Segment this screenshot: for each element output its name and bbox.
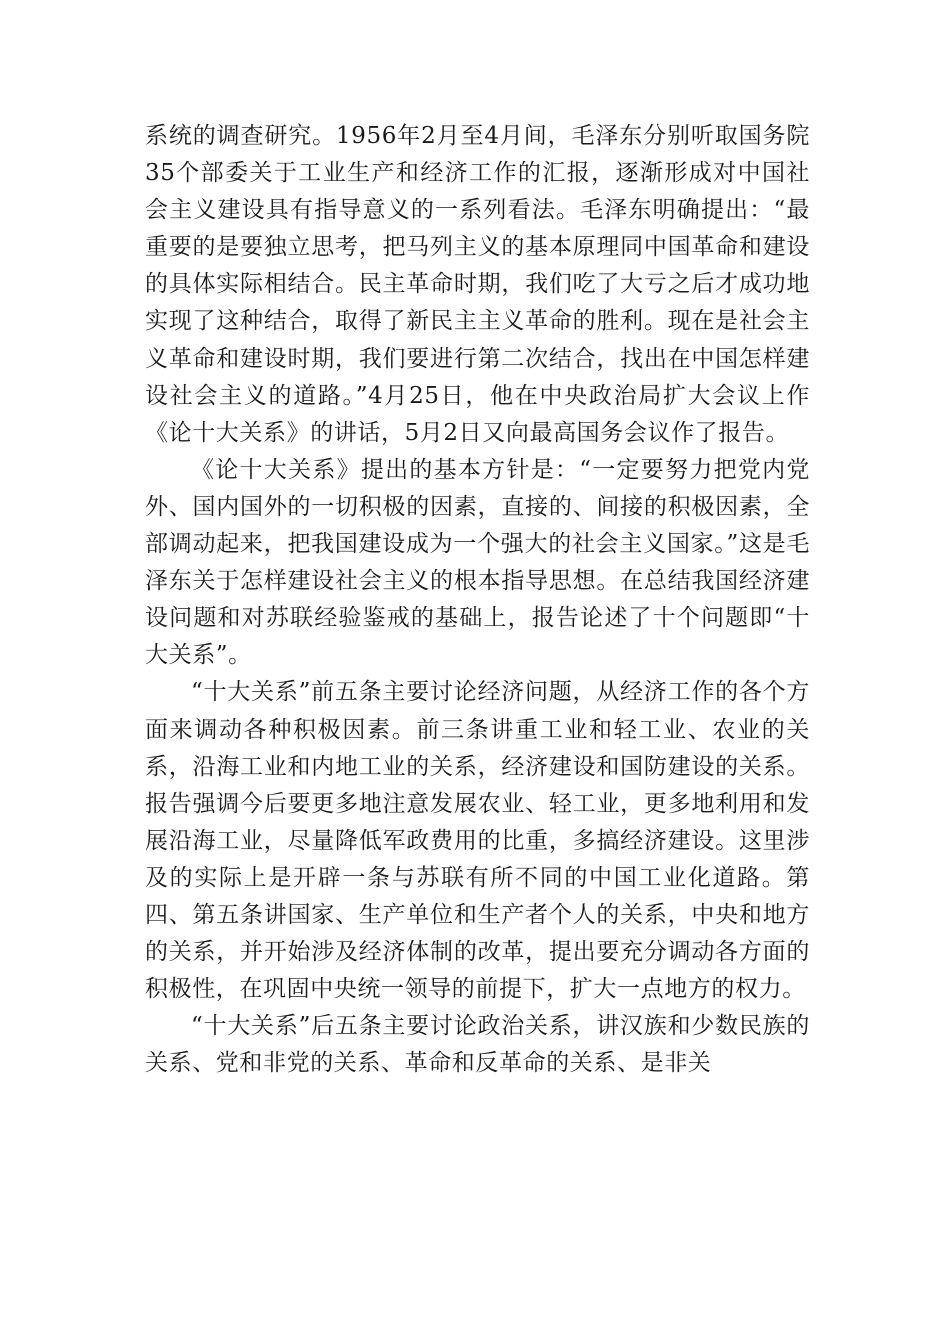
paragraph-2: 《论十大关系》提出的基本方针是：“一定要努力把党内党外、国内国外的一切积极的因素，直接的、间接的积极因素，全部调动起来，把我国建设成为一个强大的社会主义国家。”这是毛泽东关于怎样建设社会主义的根本指导思想。在总结我国经济建设问题和对苏联经验鉴戒的基础上，报告论述了十个问题即“十大关系”。 xyxy=(145,456,810,669)
document-page xyxy=(145,118,810,1082)
paragraph-4: “十大关系”后五条主要讨论政治关系，讲汉族和少数民族的关系、党和非党的关系、革命和反革命的关系、是非关 xyxy=(145,1013,810,1077)
paragraph-1: 系统的调查研究。1956年2月至4月间，毛泽东分别听取国务院35个部委关于工业生产和经济工作的汇报，逐渐形成对中国社会主义建设具有指导意义的一系列看法。毛泽东明确提出：“最重要的是要独立思考，把马列主义的基本原理同中国革命和建设的具体实际相结合。民主革命时期，我们吃了大亏之后才成功地实现了这种结合，取得了新民主主义革命的胜利。现在是社会主义革命和建设时期，我们要进行第二次结合，找出在中国怎样建设社会主义的道路。”4月25日，他在中央政治局扩大会议上作《论十大关系》的讲话，5月2日又向最高国务会议作了报告。 xyxy=(145,123,810,446)
paragraph-3: “十大关系”前五条主要讨论经济问题，从经济工作的各个方面来调动各种积极因素。前三条讲重工业和轻工业、农业的关系，沿海工业和内地工业的关系，经济建设和国防建设的关系。报告强调今后要更多地注意发展农业、轻工业，更多地利用和发展沿海工业，尽量降低军政费用的比重，多搞经济建设。这里涉及的实际上是开辟一条与苏联有所不同的中国工业化道路。第四、第五条讲国家、生产单位和生产者个人的关系，中央和地方的关系，并开始涉及经济体制的改革，提出要充分调动各方面的积极性，在巩固中央统一领导的前提下，扩大一点地方的权力。 xyxy=(145,679,810,1003)
